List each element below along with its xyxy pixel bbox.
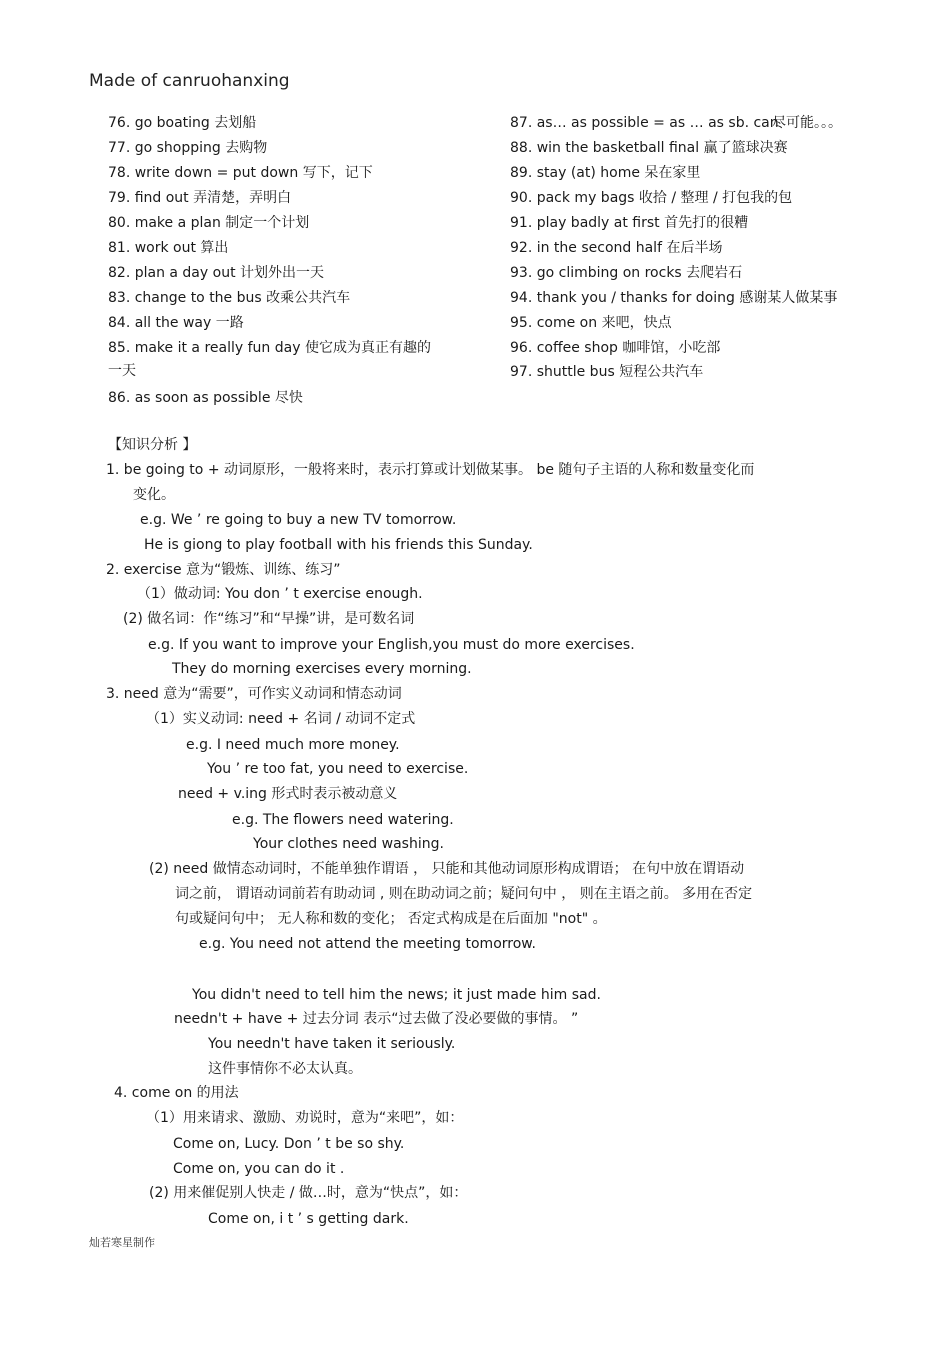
analysis-example: You ’ re too fat, you need to exercise. [207,761,469,777]
vocab-item: 88. win the basketball final 赢了篮球决赛 [510,140,788,156]
analysis-example: You didn't need to tell him the news; it just made him sad. [192,987,601,1003]
vocab-item: 95. come on 来吧，快点 [510,315,672,331]
analysis-line: (2) 做名词：作“练习”和“早操”讲，是可数名词 [123,611,415,627]
analysis-example: e.g. If you want to improve your English,you must do more exercises. [148,637,635,653]
vocab-item: 79. find out 弄清楚，弄明白 [108,190,292,206]
vocab-item-continued: 一天 [108,363,136,379]
analysis-line: need + v.ing 形式时表示被动意义 [178,786,398,802]
analysis-line: 句或疑问句中； 无人称和数的变化； 否定式构成是在后面加 "not" 。 [175,911,607,927]
vocab-item: 76. go boating 去划船 [108,115,257,131]
analysis-example: 这件事情你不必太认真。 [208,1061,362,1077]
analysis-line: 变化。 [133,487,175,503]
vocab-item: 94. thank you / thanks for doing 感谢某人做某事 [510,290,838,306]
vocab-item: 97. shuttle bus 短程公共汽车 [510,364,704,380]
analysis-heading: 【知识分析 】 [108,437,197,453]
analysis-example: e.g. You need not attend the meeting tomorrow. [199,936,536,952]
vocab-item: 87. as… as possible = as … as sb. can [510,115,779,131]
vocab-item: 92. in the second half 在后半场 [510,240,723,256]
page-footer: 灿若寒星制作 [89,1236,155,1249]
vocab-item: 84. all the way 一路 [108,315,244,331]
analysis-line: （1）实义动词: need + 名词 / 动词不定式 [146,711,416,727]
analysis-line: （1）做动词: You don ’ t exercise enough. [137,586,423,602]
analysis-line: （1）用来请求、激励、劝说时，意为“来吧”，如： [146,1110,464,1126]
analysis-line: 3. need 意为“需要”，可作实义动词和情态动词 [106,686,402,702]
analysis-example: He is giong to play football with his friends this Sunday. [144,537,533,553]
analysis-example: e.g. We ’ re going to buy a new TV tomorrow. [140,512,457,528]
vocab-item: 89. stay (at) home 呆在家里 [510,165,701,181]
vocab-item: 90. pack my bags 收拾 / 整理 / 打包我的包 [510,190,793,206]
analysis-example: Come on, you can do it . [173,1161,345,1177]
vocab-item: 82. plan a day out 计划外出一天 [108,265,325,281]
vocab-item: 78. write down = put down 写下，记下 [108,165,373,181]
analysis-line: needn't + have + 过去分词 表示“过去做了没必要做的事情。 ” [174,1011,579,1027]
vocab-overlap-text: 尽可能。。。 [772,115,842,131]
vocab-item: 86. as soon as possible 尽快 [108,390,303,406]
analysis-example: e.g. The flowers need watering. [232,812,454,828]
vocab-item: 93. go climbing on rocks 去爬岩石 [510,265,743,281]
vocab-item: 81. work out 算出 [108,240,229,256]
vocab-item: 91. play badly at first 首先打的很糟 [510,215,749,231]
vocab-item: 85. make it a really fun day 使它成为真正有趣的 [108,340,431,356]
analysis-example: They do morning exercises every morning. [172,661,472,677]
analysis-line: (2) 用来催促别人快走 / 做…时，意为“快点”，如： [149,1185,468,1201]
page-header-title: Made of canruohanxing [89,71,290,91]
analysis-line: 1. be going to + 动词原形，一般将来时，表示打算或计划做某事。 be 随句子主语的人称和数量变化而 [106,462,755,478]
analysis-line: 词之前， 谓语动词前若有助动词 , 则在助动词之前；疑问句中 ， 则在主语之前。 多用在否定 [175,886,753,902]
vocab-item: 83. change to the bus 改乘公共汽车 [108,290,351,306]
analysis-line: 4. come on 的用法 [114,1085,239,1101]
vocab-item: 96. coffee shop 咖啡馆，小吃部 [510,340,721,356]
analysis-example: You needn't have taken it seriously. [208,1036,456,1052]
analysis-example: e.g. I need much more money. [186,737,400,753]
analysis-line: (2) need 做情态动词时，不能单独作谓语 ， 只能和其他动词原形构成谓语； 在句中放在谓语动 [149,861,745,877]
analysis-example: Come on, i t ’ s getting dark. [208,1211,409,1227]
vocab-item: 80. make a plan 制定一个计划 [108,215,310,231]
analysis-line: 2. exercise 意为“锻炼、训练、练习” [106,562,341,578]
analysis-example: Your clothes need washing. [253,836,444,852]
vocab-item: 77. go shopping 去购物 [108,140,268,156]
analysis-example: Come on, Lucy. Don ’ t be so shy. [173,1136,405,1152]
